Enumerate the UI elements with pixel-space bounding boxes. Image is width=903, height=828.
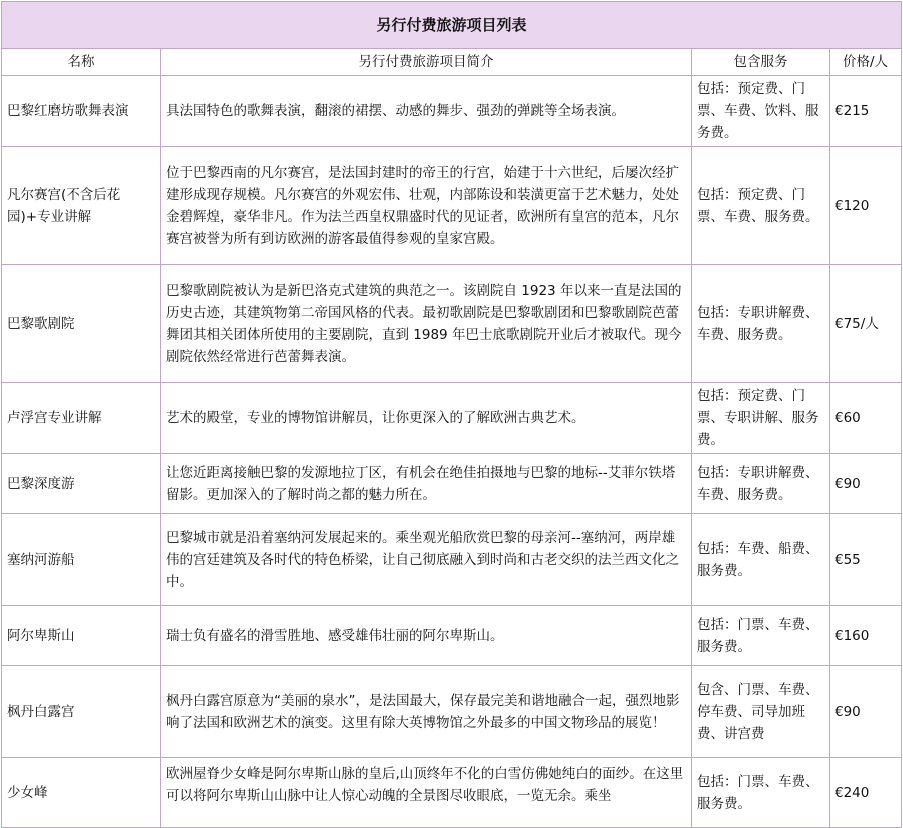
header-row [2, 49, 902, 76]
table-row [2, 265, 902, 383]
row-price: €75/人 [830, 265, 902, 383]
table-row [2, 606, 902, 666]
row-desc: 让您近距离接触巴黎的发源地拉丁区，有机会在绝佳拍摄地与巴黎的地标--艾菲尔铁塔留影。更加深入的了解时尚之都的魅力所在。 [161, 454, 692, 514]
row-desc: 巴黎歌剧院被认为是新巴洛克式建筑的典范之一。该剧院自 1923 年以来一直是法国的历史古迹，其建筑物第二帝国风格的代表。最初歌剧院是巴黎歌剧团和巴黎歌剧院芭蕾舞团其相关团体所使用的主要剧院，直到 1989 年巴士底歌剧院开业后才被取代。现今剧院依然经常进行芭蕾舞表演。 [161, 265, 692, 383]
row-name: 枫丹白露宫 [2, 666, 161, 758]
row-price: €240 [830, 758, 902, 828]
header-price: 价格/人 [830, 49, 902, 76]
row-desc: 巴黎城市就是沿着塞纳河发展起来的。乘坐观光船欣赏巴黎的母亲河--塞纳河，两岸雄伟的宫廷建筑及各时代的特色桥梁，让自己彻底融入到时尚和古老交织的法兰西文化之中。 [161, 514, 692, 606]
row-price: €90 [830, 454, 902, 514]
row-services: 包括：专职讲解费、车费、服务费。 [692, 265, 830, 383]
row-services: 包括：门票、车费、服务费。 [692, 606, 830, 666]
row-services: 包括：门票、车费、服务费。 [692, 758, 830, 828]
table-row [2, 383, 902, 454]
header-services: 包含服务 [692, 49, 830, 76]
paid-tours-table [1, 1, 902, 828]
table-row [2, 147, 902, 265]
row-price: €90 [830, 666, 902, 758]
row-services: 包括：预定费、门票、专职讲解、服务费。 [692, 383, 830, 454]
row-name: 巴黎红磨坊歌舞表演 [2, 76, 161, 147]
row-price: €55 [830, 514, 902, 606]
row-desc: 具法国特色的歌舞表演，翻滚的裙摆、动感的舞步、强劲的弹跳等全场表演。 [161, 76, 692, 147]
row-name: 卢浮宫专业讲解 [2, 383, 161, 454]
row-price: €160 [830, 606, 902, 666]
table-row [2, 758, 902, 828]
table-title: 另行付费旅游项目列表 [2, 2, 902, 49]
row-name: 阿尔卑斯山 [2, 606, 161, 666]
row-services: 包括：专职讲解费、车费、服务费。 [692, 454, 830, 514]
header-desc: 另行付费旅游项目简介 [161, 49, 692, 76]
row-name: 巴黎歌剧院 [2, 265, 161, 383]
row-services: 包括：预定费、门票、车费、服务费。 [692, 147, 830, 265]
row-desc [161, 758, 692, 828]
row-desc: 枫丹白露宫原意为“美丽的泉水”，是法国最大，保存最完美和谐地融合一起，强烈地影响了法国和欧洲艺术的演变。这里有除大英博物馆之外最多的中国文物珍品的展览！ [161, 666, 692, 758]
table-row [2, 666, 902, 758]
table-row [2, 454, 902, 514]
row-price: €215 [830, 76, 902, 147]
row-desc: 位于巴黎西南的凡尔赛宫，是法国封建时的帝王的行宫，始建于十六世纪，后屡次经扩建形成现存规模。凡尔赛宫的外观宏伟、壮观，内部陈设和装潢更富于艺术魅力，处处金碧辉煌，豪华非凡。作为法兰西皇权鼎盛时代的见证者，欧洲所有皇宫的范本，凡尔赛宫被誉为所有到访欧洲的游客最值得参观的皇家宫殿。 [161, 147, 692, 265]
row-name: 巴黎深度游 [2, 454, 161, 514]
row-desc: 艺术的殿堂，专业的博物馆讲解员，让你更深入的了解欧洲古典艺术。 [161, 383, 692, 454]
row-name: 塞纳河游船 [2, 514, 161, 606]
row-services: 包括：预定费、门票、车费、饮料、服务费。 [692, 76, 830, 147]
row-price: €60 [830, 383, 902, 454]
row-name: 凡尔赛宫(不含后花园)+专业讲解 [2, 147, 161, 265]
header-name: 名称 [2, 49, 161, 76]
row-desc-text: 欧洲屋脊少女峰是阿尔卑斯山脉的皇后,山顶终年不化的白雪仿佛她纯白的面纱。在这里可以将阿尔卑斯山山脉中让人惊心动魄的全景图尽收眼底，一览无余。乘坐 [166, 765, 684, 804]
row-price: €120 [830, 147, 902, 265]
row-desc: 瑞士负有盛名的滑雪胜地、感受雄伟壮丽的阿尔卑斯山。 [161, 606, 692, 666]
table-row [2, 514, 902, 606]
row-services: 包括：车费、船费、服务费。 [692, 514, 830, 606]
table-row [2, 76, 902, 147]
row-name: 少女峰 [2, 758, 161, 828]
row-services: 包含、门票、车费、停车费、司导加班费、讲宫费 [692, 666, 830, 758]
